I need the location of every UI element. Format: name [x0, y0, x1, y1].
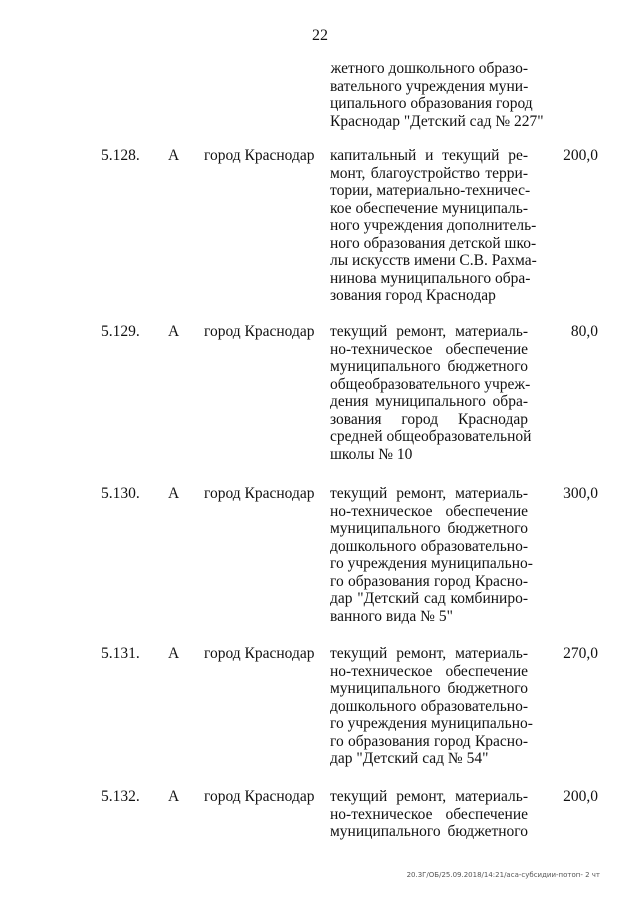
- row-territory: город Краснодар: [204, 485, 315, 502]
- description-line: муниципального бюджетного: [330, 520, 528, 537]
- row-territory: город Краснодар: [204, 788, 315, 805]
- description-line: но-техническое обеспечение: [330, 340, 528, 358]
- description-line: тории, материально-техничес-: [330, 182, 531, 199]
- row-territory: город Краснодар: [204, 147, 315, 164]
- row-description: [330, 645, 533, 768]
- row-number: 5.129.: [101, 323, 140, 340]
- row-number: 5.128.: [101, 147, 140, 164]
- description-line: зования город Краснодар: [330, 410, 528, 428]
- row-category: А: [168, 485, 180, 502]
- row-territory: город Краснодар: [204, 645, 315, 662]
- row-description: [330, 147, 537, 305]
- description-line: ципального образования город: [330, 95, 533, 112]
- row-number: 5.130.: [101, 485, 140, 502]
- description-line: лы искусств имени С.В. Рахма-: [330, 252, 537, 269]
- description-line: ного учреждения дополнитель-: [330, 217, 537, 234]
- description-line: го учреждения муниципально-: [330, 555, 533, 572]
- description-line: го учреждения муниципально-: [330, 715, 533, 732]
- description-line: дения муниципального обра-: [330, 393, 528, 410]
- row-number: 5.132.: [101, 788, 140, 805]
- description-line: ного образования детской шко-: [330, 234, 537, 252]
- description-line: текущий ремонт, материаль-: [330, 485, 528, 502]
- row-description: [330, 323, 532, 463]
- continued-description: [330, 60, 544, 130]
- description-line: го образования город Красно-: [330, 572, 528, 590]
- description-line: нинова муниципального обра-: [330, 269, 531, 287]
- description-line: муниципального бюджетного: [330, 680, 528, 697]
- row-amount: 80,0: [570, 323, 598, 340]
- description-line: дошкольного образовательно-: [330, 697, 528, 715]
- description-line: монт, благоустройство терри-: [330, 164, 528, 182]
- description-line: но-техническое обеспечение: [330, 662, 528, 680]
- description-line: зования город Краснодар: [330, 287, 496, 304]
- description-line: жетного дошкольного образо-: [330, 60, 528, 77]
- description-line: ванного вида № 5": [330, 607, 453, 625]
- description-line: вательного учреждения муни-: [330, 77, 529, 95]
- row-number: 5.131.: [101, 645, 140, 662]
- description-line: текущий ремонт, материаль-: [330, 645, 528, 662]
- row-description: [330, 485, 533, 625]
- description-line: средней общеобразовательной: [330, 428, 532, 445]
- description-line: дар "Детский сад № 54": [330, 750, 489, 767]
- description-line: капитальный и текущий ре-: [330, 147, 528, 164]
- row-territory: город Краснодар: [204, 323, 315, 340]
- row-amount: 200,0: [563, 147, 598, 164]
- row-category: А: [168, 323, 180, 340]
- description-line: текущий ремонт, материаль-: [330, 788, 528, 805]
- description-line: го образования город Красно-: [330, 732, 528, 750]
- row-amount: 300,0: [563, 485, 598, 502]
- description-line: текущий ремонт, материаль-: [330, 323, 528, 340]
- description-line: школы № 10: [330, 445, 413, 463]
- row-amount: 200,0: [563, 788, 598, 805]
- row-category: А: [168, 147, 180, 164]
- description-line: дар "Детский сад комбиниро-: [330, 590, 528, 607]
- row-amount: 270,0: [563, 645, 598, 662]
- description-line: Краснодар "Детский сад № 227": [330, 112, 544, 130]
- description-line: дошкольного образовательно-: [330, 537, 528, 555]
- page-number: 22: [312, 27, 328, 44]
- description-line: муниципального бюджетного: [330, 358, 528, 375]
- row-category: А: [168, 788, 180, 805]
- description-line: общеобразовательного учреж-: [330, 375, 531, 393]
- row-description: [330, 788, 528, 841]
- document-footer-code: 20.3Г/ОБ/25.09.2018/14:21/aca-субсидии-потоп- 2 чт: [406, 871, 600, 879]
- description-line: но-техническое обеспечение: [330, 805, 528, 823]
- description-line: кое обеспечение муниципаль-: [330, 199, 528, 217]
- description-line: муниципального бюджетного: [330, 823, 528, 840]
- row-category: А: [168, 645, 180, 662]
- description-line: но-техническое обеспечение: [330, 502, 528, 520]
